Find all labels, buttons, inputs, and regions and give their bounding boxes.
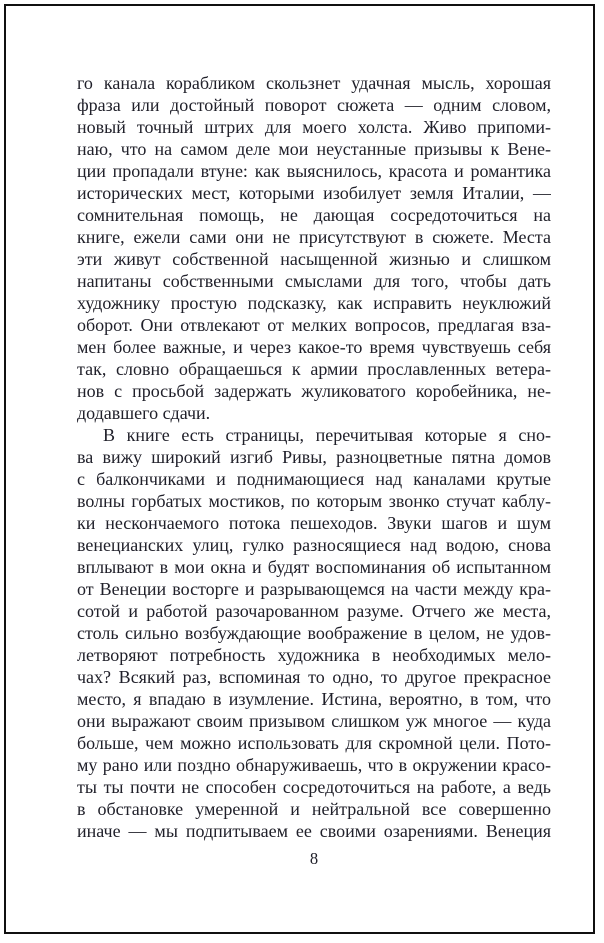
text-line: ты ты почти не способен сосредоточиться на работе, а ведь <box>77 777 551 797</box>
text-line: В книге есть страницы, перечитывая которые я сно- <box>103 425 551 445</box>
page-text-block <box>77 72 551 842</box>
text-line: столь сильно возбуждающие воображение в целом, не удов- <box>77 623 551 643</box>
text-line: сотой и работой разочарованном разуме. Отчего же места, <box>77 601 551 621</box>
text-line: книге, ежели сами они не присутствуют в сюжете. Места <box>77 227 551 247</box>
text-line: чах? Всякий раз, вспоминая то одно, то другое прекрасное <box>77 667 551 687</box>
text-line: в обстановке умеренной и нейтральной все совершенно <box>77 799 551 819</box>
text-line: ции пропадали втуне: как выяснилось, красота и романтика <box>77 161 551 181</box>
text-line: новый точный штрих для моего холста. Живо припоми- <box>77 117 551 137</box>
text-line: иначе — мы подпитываем ее своими озарениями. Венеция <box>77 821 551 841</box>
text-line: исторических мест, которыми изобилует земля Италии, — <box>77 183 551 203</box>
text-line: го канала корабликом скользнет удачная мысль, хорошая <box>77 73 551 93</box>
text-line: место, я впадаю в изумление. Истина, вероятно, в том, что <box>77 689 551 709</box>
text-line: му рано или поздно обнаруживаешь, что в окружении красо- <box>77 755 551 775</box>
text-line: нов с просьбой задержать жуликоватого коробейника, не- <box>77 381 551 401</box>
text-line: больше, чем можно использовать для скромной цели. Пото- <box>77 733 551 753</box>
text-line: оборот. Они отвлекают от мелких вопросов, предлагая вза- <box>77 315 551 335</box>
text-line: наю, что на самом деле мои неустанные призывы к Вене- <box>77 139 551 159</box>
text-line: летворяют потребность художника в необходимых мело- <box>77 645 551 665</box>
text-line: они выражают своим призывом слишком уж многое — куда <box>77 711 551 731</box>
text-line: мен более важные, и через какое-то время чувствуешь себя <box>77 337 551 357</box>
text-line: ки нескончаемого потока пешеходов. Звуки шагов и шум <box>77 513 551 533</box>
text-line: вплывают в мои окна и будят воспоминания об испытанном <box>77 557 551 577</box>
text-line: волны горбатых мостиков, по которым звонко стучат каблу- <box>77 491 551 511</box>
text-line: фраза или достойный поворот сюжета — одним словом, <box>77 95 551 115</box>
text-line: сомнительная помощь, не дающая сосредоточиться на <box>77 205 551 225</box>
text-line: художнику простую подсказку, как исправить неуклюжий <box>77 293 551 313</box>
page-number: 8 <box>309 849 319 868</box>
text-line: эти живут собственной насыщенной жизнью и слишком <box>77 249 551 269</box>
text-line: венецианских улиц, гулко разносящиеся над водою, снова <box>77 535 551 555</box>
text-line: с балкончиками и поднимающиеся над каналами крутые <box>77 469 551 489</box>
text-line: додавшего сдачи. <box>77 403 211 423</box>
text-line: от Венеции восторге и разрывающемся на части между кра- <box>77 579 551 599</box>
text-line: напитаны собственными смыслами для того, чтобы дать <box>77 271 551 291</box>
text-line: так, словно обращаешься к армии прославленных ветера- <box>77 359 551 379</box>
text-line: ва вижу широкий изгиб Ривы, разноцветные пятна домов <box>77 447 551 467</box>
